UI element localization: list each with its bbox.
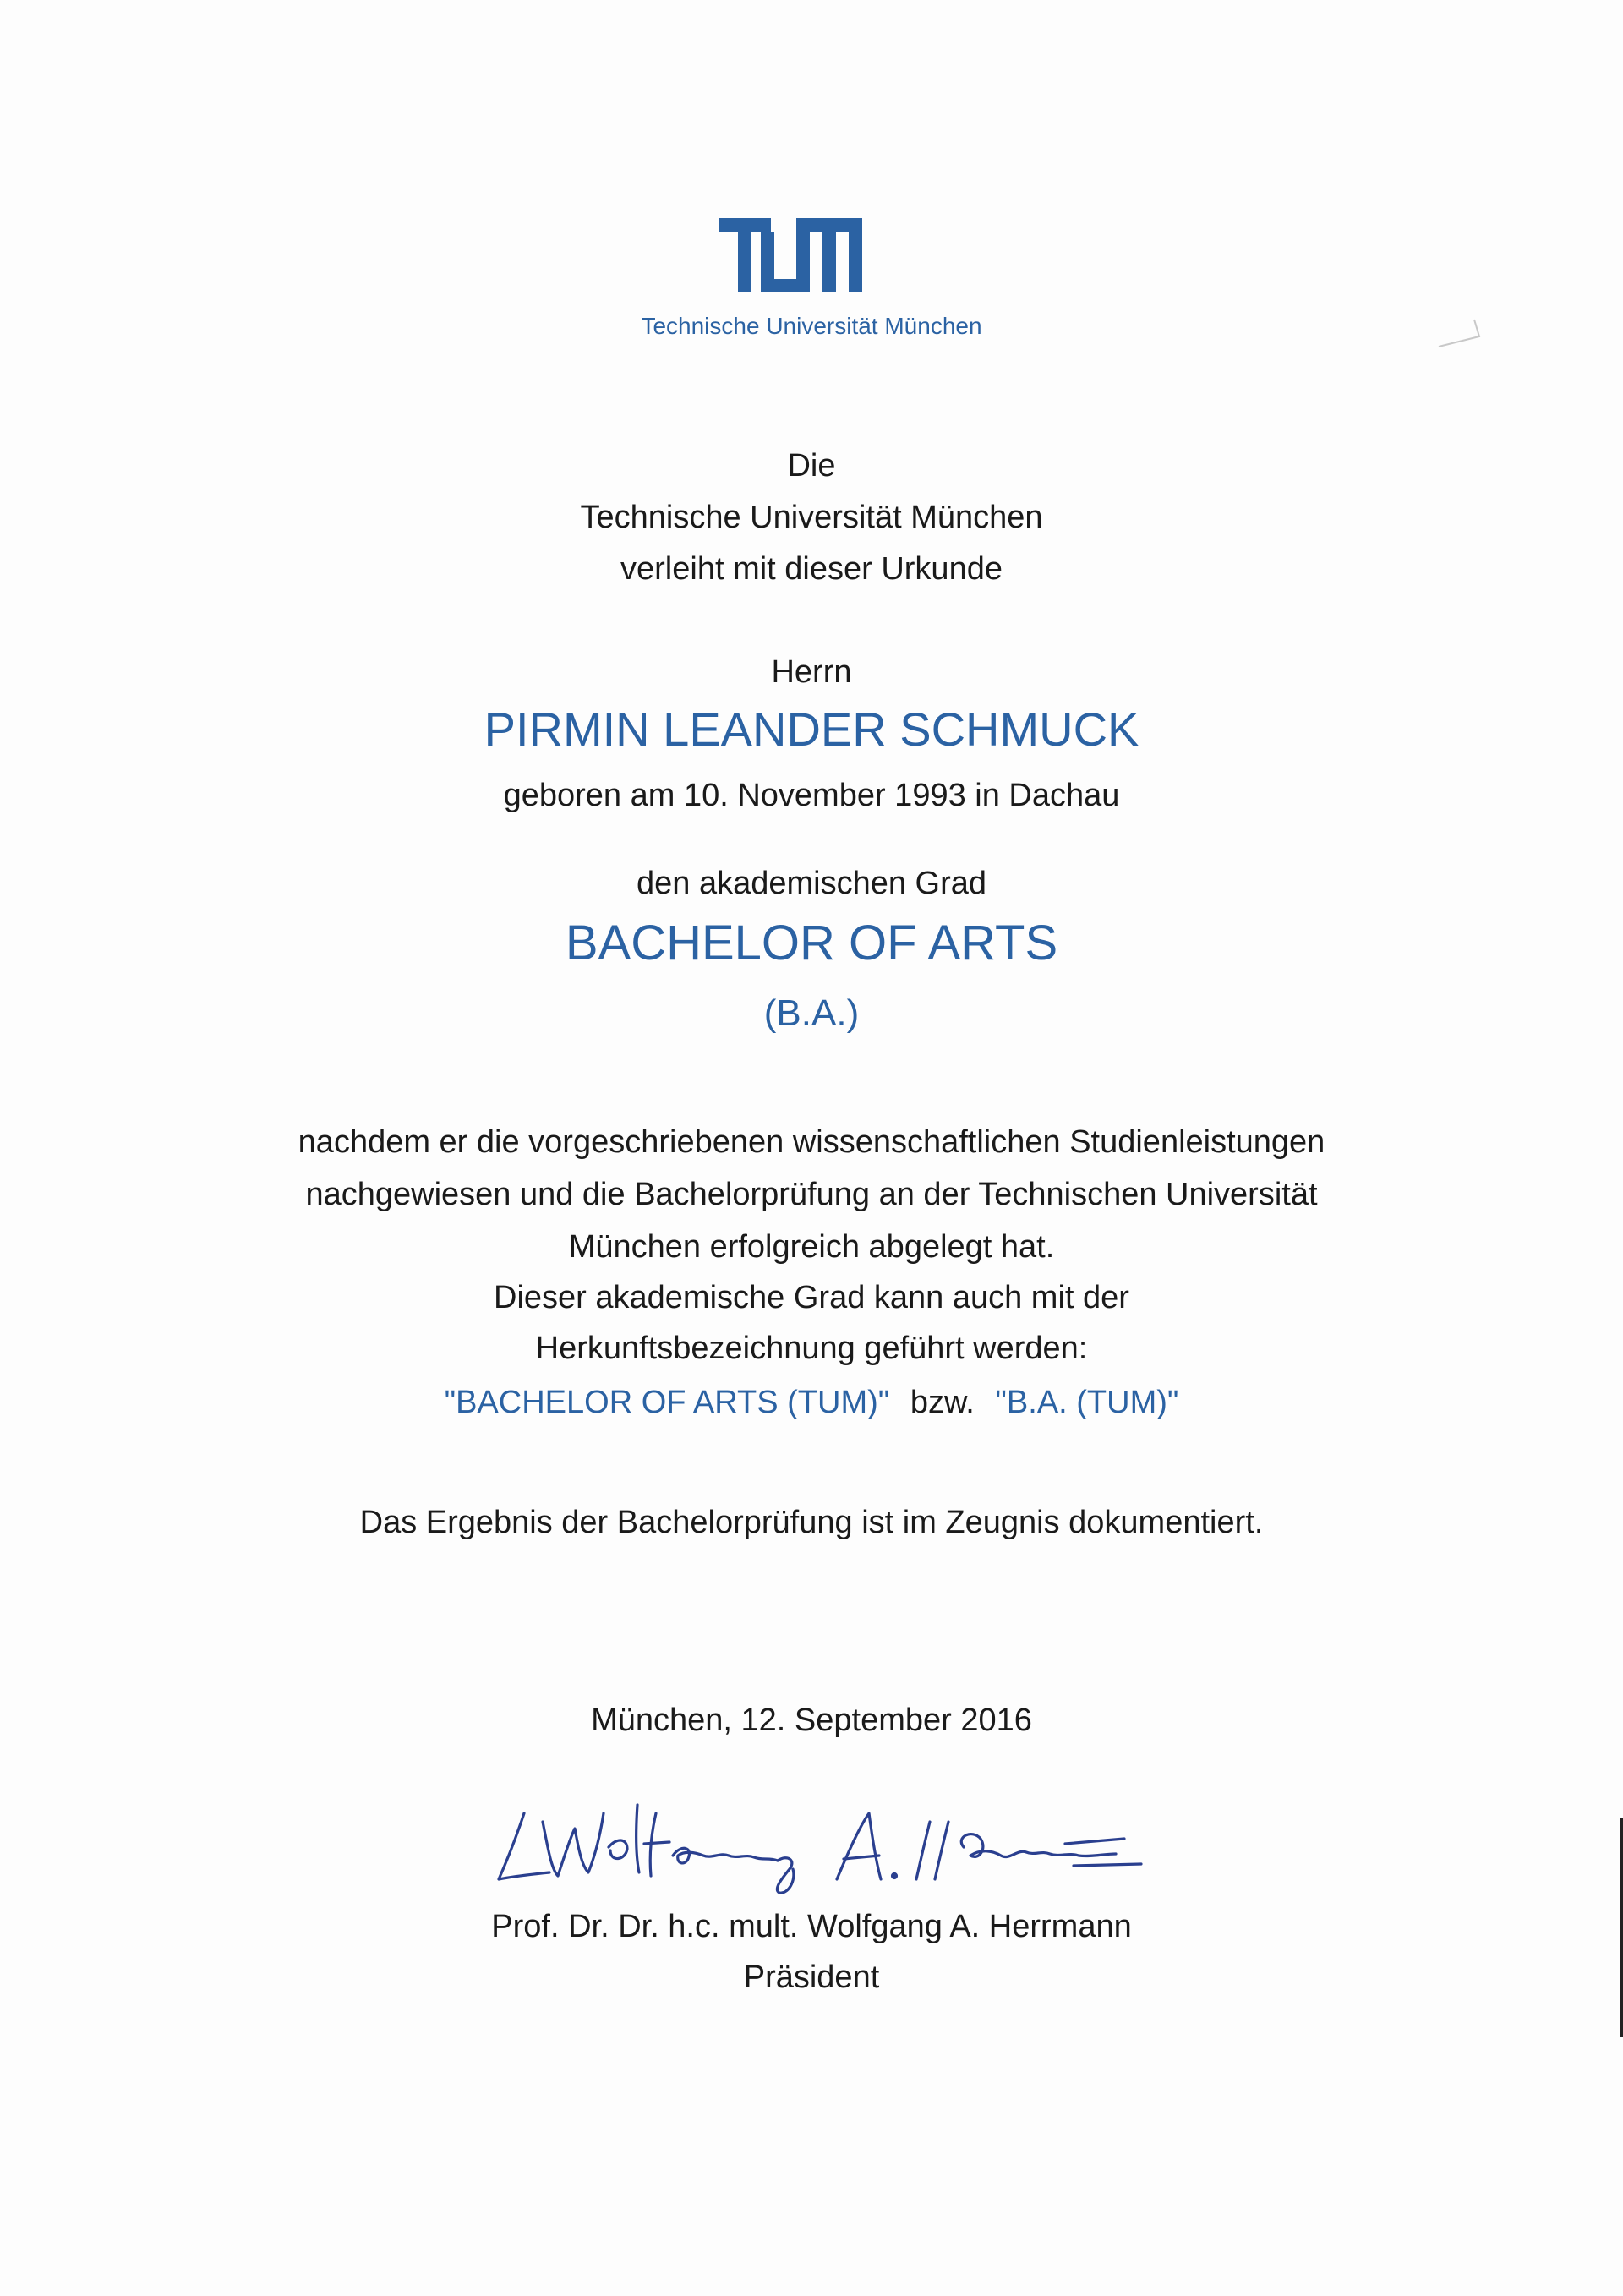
statement-line-1: nachdem er die vorgeschriebenen wissenschaftlichen Studienleistungen bbox=[298, 1124, 1325, 1160]
result-note: Das Ergebnis der Bachelorprüfung ist im Zeugnis dokumentiert. bbox=[359, 1505, 1264, 1540]
degree-abbreviation: (B.A.) bbox=[763, 992, 860, 1034]
president-signature bbox=[482, 1788, 1175, 1898]
designation-short: "B.A. (TUM)" bbox=[995, 1385, 1179, 1420]
scan-artifact bbox=[1437, 313, 1488, 351]
degree-title: BACHELOR OF ARTS bbox=[565, 916, 1058, 970]
designation-joiner: bzw. bbox=[910, 1385, 975, 1420]
statement-line-3: München erfolgreich abgelegt hat. bbox=[568, 1229, 1055, 1265]
signatory-role: Präsident bbox=[743, 1960, 880, 1995]
tum-logo bbox=[719, 218, 862, 292]
scan-edge-mark bbox=[1620, 1818, 1623, 2037]
salutation: Herrn bbox=[771, 654, 852, 690]
designation-long: "BACHELOR OF ARTS (TUM)" bbox=[444, 1385, 890, 1420]
birth-info: geboren am 10. November 1993 in Dachau bbox=[503, 778, 1120, 813]
degree-intro: den akademischen Grad bbox=[636, 866, 987, 901]
university-caption: Technische Universität München bbox=[641, 313, 982, 339]
signatory-name: Prof. Dr. Dr. h.c. mult. Wolfgang A. Herrmann bbox=[491, 1909, 1132, 1944]
intro-line-2: Technische Universität München bbox=[580, 500, 1043, 535]
statement-line-5: Herkunftsbezeichnung geführt werden: bbox=[535, 1331, 1088, 1366]
intro-line-1: Die bbox=[787, 448, 836, 484]
statement-line-2: nachgewiesen und die Bachelorprüfung an der Technischen Universität bbox=[305, 1177, 1318, 1212]
designation-line bbox=[0, 1383, 1623, 1422]
place-date: München, 12. September 2016 bbox=[591, 1703, 1032, 1738]
intro-line-3: verleiht mit dieser Urkunde bbox=[620, 551, 1003, 587]
recipient-name: PIRMIN LEANDER SCHMUCK bbox=[484, 702, 1139, 756]
statement-line-4: Dieser akademische Grad kann auch mit der bbox=[494, 1280, 1129, 1315]
